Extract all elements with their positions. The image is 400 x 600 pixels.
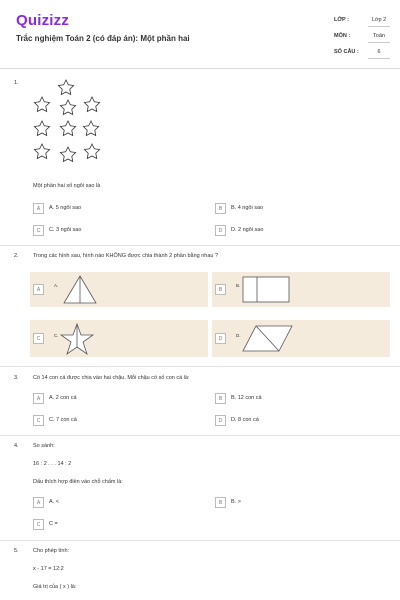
option-letter-box: A bbox=[33, 393, 44, 404]
info-value-class: Lớp 2 bbox=[371, 17, 387, 23]
info-row-class bbox=[334, 15, 390, 31]
triangle-figure bbox=[62, 275, 98, 305]
question-prompt: Có 14 con cá được chia vào hai chậu. Mỗi chậu có số con cá là: bbox=[33, 375, 190, 381]
star-icon bbox=[83, 121, 98, 135]
info-label-class: LỚP : bbox=[334, 17, 349, 23]
option-letter-box: B bbox=[215, 203, 226, 214]
option-text: A. < bbox=[49, 499, 59, 505]
question-divider bbox=[0, 245, 400, 246]
star-icon bbox=[60, 147, 75, 161]
option-text: C = bbox=[49, 521, 58, 527]
worksheet-info bbox=[334, 15, 390, 63]
page-title: Trắc nghiệm Toán 2 (có đáp án): Một phần hai bbox=[16, 34, 190, 43]
star-icon bbox=[34, 121, 49, 135]
quizizz-logo: Quizizz bbox=[16, 12, 70, 29]
option-b[interactable] bbox=[212, 272, 390, 307]
question-divider bbox=[0, 540, 400, 541]
option-text: B. bbox=[236, 283, 241, 288]
star-figure bbox=[60, 323, 94, 355]
option-d[interactable] bbox=[212, 320, 390, 357]
option-letter-box: D bbox=[215, 225, 226, 236]
star-icon bbox=[34, 97, 49, 111]
option-text: C. 7 con cá bbox=[49, 417, 77, 423]
option-text: A. bbox=[54, 283, 59, 288]
star-icon bbox=[84, 97, 99, 111]
question-divider bbox=[0, 366, 400, 367]
info-row-count bbox=[334, 47, 390, 63]
option-letter-box: C bbox=[33, 519, 44, 530]
option-letter-box: B bbox=[215, 284, 226, 295]
question-number: 1. bbox=[14, 80, 19, 86]
option-letter-box: A bbox=[33, 203, 44, 214]
option-letter-box: D bbox=[215, 333, 226, 344]
math-expression: x - 17 = 12:2 bbox=[33, 566, 64, 572]
option-text: D. bbox=[236, 333, 241, 338]
math-expression: 16 : 2 . . . 14 : 2 bbox=[33, 461, 72, 467]
rectangle-figure bbox=[242, 276, 292, 304]
info-underline bbox=[368, 58, 390, 59]
info-value-count: 6 bbox=[377, 49, 381, 55]
question-number: 3. bbox=[14, 375, 19, 381]
question-prompt: Cho phép tính: bbox=[33, 548, 70, 554]
option-letter-box: C bbox=[33, 333, 44, 344]
parallelogram-figure bbox=[242, 325, 294, 353]
info-label-count: SỐ CÂU : bbox=[334, 49, 359, 55]
option-text: C. 3 ngôi sao bbox=[49, 227, 82, 233]
info-label-subject: MÔN : bbox=[334, 33, 351, 39]
star-icon bbox=[84, 144, 99, 158]
option-text: C. bbox=[54, 333, 59, 338]
option-c[interactable] bbox=[30, 320, 208, 357]
option-letter-box: A bbox=[33, 284, 44, 295]
option-letter-box: D bbox=[215, 415, 226, 426]
option-text: A. 2 con cá bbox=[49, 395, 77, 401]
question-divider bbox=[0, 435, 400, 436]
info-row-subject bbox=[334, 31, 390, 47]
option-text: D. 8 con cá bbox=[231, 417, 259, 423]
stars-image bbox=[28, 78, 108, 170]
option-letter-box: C bbox=[33, 225, 44, 236]
option-text: A. 5 ngôi sao bbox=[49, 205, 82, 211]
option-text: B. 12 con cá bbox=[231, 395, 262, 401]
question-prompt: Trong các hình sau, hình nào KHÔNG được chia thành 2 phần bằng nhau ? bbox=[33, 253, 219, 259]
question-prompt: Một phần hai số ngôi sao là bbox=[33, 183, 101, 189]
star-icon bbox=[60, 121, 75, 135]
question-subprompt: Giá trị của ( x ) là: bbox=[33, 584, 77, 590]
info-underline bbox=[368, 42, 390, 43]
option-letter-box: C bbox=[33, 415, 44, 426]
info-underline bbox=[368, 26, 390, 27]
option-text: B. 4 ngôi sao bbox=[231, 205, 264, 211]
option-letter-box: B bbox=[215, 393, 226, 404]
question-prompt: So sánh: bbox=[33, 443, 55, 449]
question-number: 5. bbox=[14, 548, 19, 554]
option-text: B. > bbox=[231, 499, 241, 505]
option-text: D. 2 ngôi sao bbox=[231, 227, 264, 233]
option-letter-box: A bbox=[33, 497, 44, 508]
option-letter-box: B bbox=[215, 497, 226, 508]
header-divider bbox=[0, 68, 400, 69]
star-icon bbox=[34, 144, 49, 158]
option-a[interactable] bbox=[30, 272, 208, 307]
star-icon bbox=[58, 80, 73, 94]
question-number: 2. bbox=[14, 253, 19, 259]
question-number: 4. bbox=[14, 443, 19, 449]
info-value-subject: Toán bbox=[373, 33, 385, 39]
question-subprompt: Dấu thích hợp điền vào chỗ chấm là: bbox=[33, 479, 123, 485]
star-icon bbox=[60, 100, 75, 114]
